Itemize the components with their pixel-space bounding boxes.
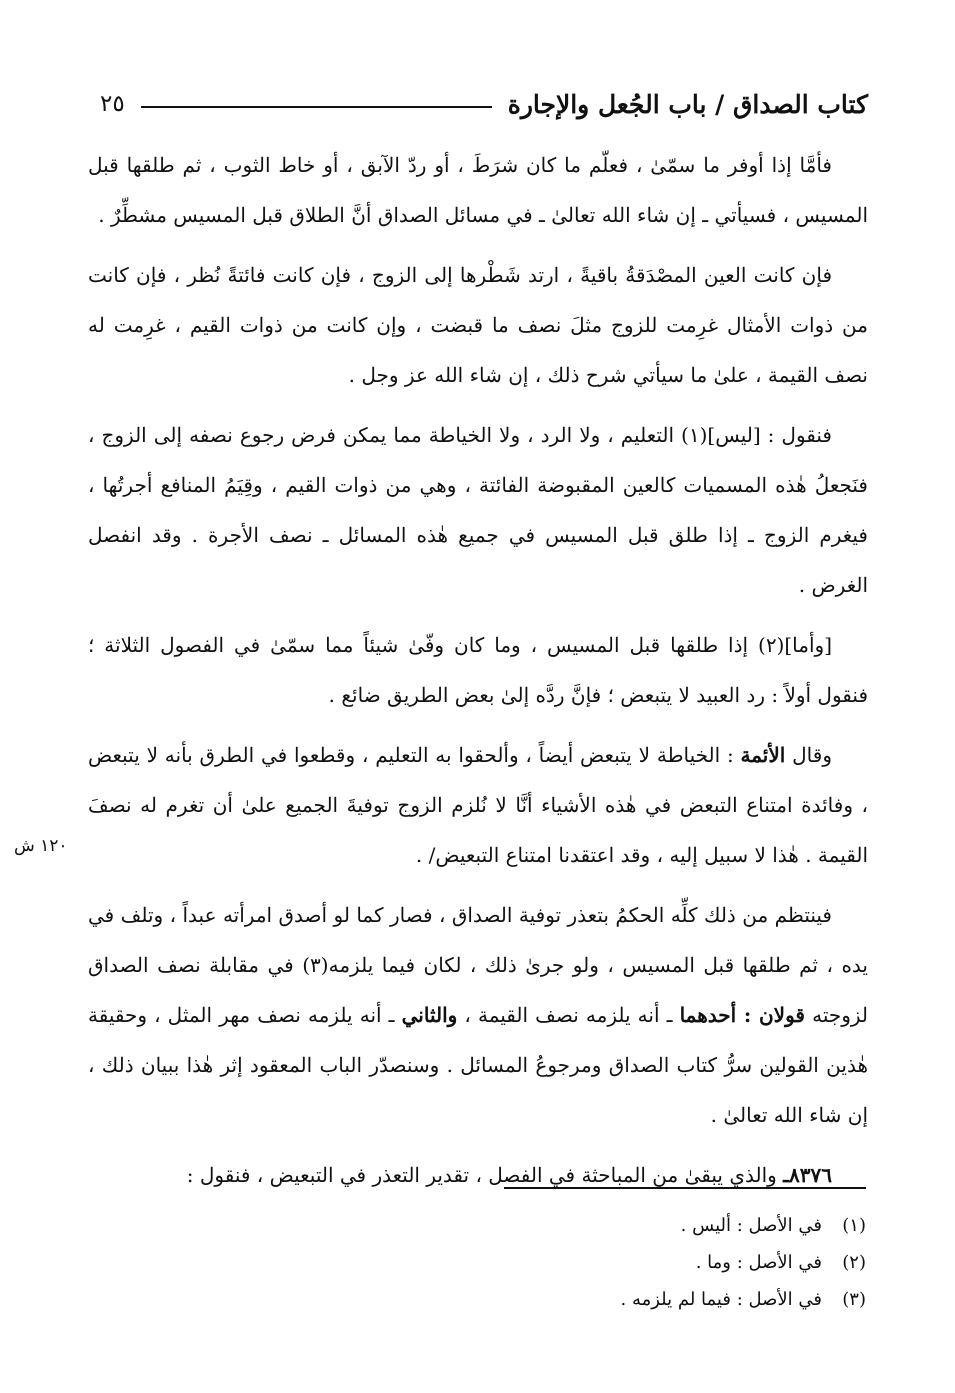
footnote-text: في الأصل : فيما لم يلزمه . [620,1289,822,1310]
bold-term: والثاني [401,1003,458,1027]
margin-note: ١٢٠ ش [14,836,68,856]
page-number: ٢٥ [100,91,125,117]
numbered-paragraph [88,1150,868,1200]
header-title: كتاب الصداق / باب الجُعل والإجارة [507,89,868,119]
footnote-separator [504,1187,866,1189]
footnote [300,1281,866,1318]
footnotes [300,1207,866,1318]
footnote [300,1244,866,1281]
para-text: فينتظم من ذلك كلِّه الحكمُ بتعذر توفية الصداق ، فصار كما لو أصدق امرأته عبداً ، وتلف في يده ، ثم طلقها قبل المسيس ، ولو جرىٰ ذلك ، لكان فيما يلزمه(٣) في مقابلة نصف الصداق لزوجته [88,903,869,1027]
footnote-text: في الأصل : أليس . [680,1215,822,1236]
paragraph [88,890,868,1140]
footnote-marker: (٢) [842,1252,866,1273]
para-text: وقال [785,743,832,767]
footnote-marker: (١) [842,1215,866,1236]
footnote-text: في الأصل : وما . [695,1252,822,1273]
footnote [300,1207,866,1244]
para-text: ـ أنه يلزمه نصف القيمة ، [457,1003,680,1027]
bold-term: قولان : أحدهما [679,1003,805,1027]
running-header [100,82,868,126]
para-text: والذي يبقىٰ من المباحثة في الفصل ، تقدير التعذر في التبعيض ، فنقول : [186,1163,784,1187]
paragraph [88,730,868,880]
footnote-marker: (٣) [842,1289,866,1310]
header-rule [141,106,492,108]
para-text: ـ أنه يلزمه نصف مهر المثل ، وحقيقة هٰذين القولين سرُّ كتاب الصداق ومرجوعُ المسائل . وسنصدّر الباب المعقود إثر هٰذا ببيان ذلك ، إن شاء الله تعالىٰ . [88,1003,868,1127]
bold-term: الأئمة [740,743,786,767]
main-text [88,140,868,1210]
section-number: ٨٣٧٦ـ [783,1163,832,1187]
para-text: : الخياطة لا يتبعض أيضاً ، وألحقوا به التعليم ، وقطعوا في الطرق بأنه لا يتبعض ، وفائدة امتناع التبعض في هٰذه الأشياء أنَّا لا نُلزم الزوج توفيةَ الجميع علىٰ أن تغرم له نصفَ القيمة . هٰذا لا سبيل إليه ، وقد اعتقدنا امتناع التبعيض/ . [88,743,868,867]
paragraph: فنقول : [ليس](١) التعليم ، ولا الرد ، ولا الخياطة مما يمكن فرض رجوع نصفه إلى الزوج ، فنَجعلُ هٰذه المسميات كالعين المقبوضة الفائتة ، وهي من ذوات القيم ، وقِيَمُ المنافع أجرتُها ، فيغرم الزوج ـ إذا طلق قبل المسيس في جميع هٰذه المسائل ـ نصف الأجرة . وقد انفصل الغرض . [88,423,868,597]
paragraph: [وأما](٢) إذا طلقها قبل المسيس ، وما كان وفّىٰ شيئاً مما سمّىٰ في الفصول الثلاثة ؛ فنقول أولاً : رد العبيد لا يتبعض ؛ فإنَّ ردَّه إلىٰ بعض الطريق ضائع . [88,633,868,707]
paragraph: فإن كانت العين المصْدَقةُ باقيةً ، ارتد شَطْرها إلى الزوج ، فإن كانت فائتةً نُظر ، فإن كانت من ذوات الأمثال غرِمت للزوج مثلَ نصف ما قبضت ، وإن كانت من ذوات القيم ، غرِمت له نصف القيمة ، علىٰ ما سيأتي شرح ذلك ، إن شاء الله عز وجل . [88,263,868,387]
paragraph: فأمَّا إذا أوفر ما سمّىٰ ، فعلّم ما كان شرَطَ ، أو ردّ الآبق ، أو خاط الثوب ، ثم طلقها قبل المسيس ، فسيأتي ـ إن شاء الله تعالىٰ ـ في مسائل الصداق أنَّ الطلاق قبل المسيس مشطِّرٌ . [88,153,868,227]
